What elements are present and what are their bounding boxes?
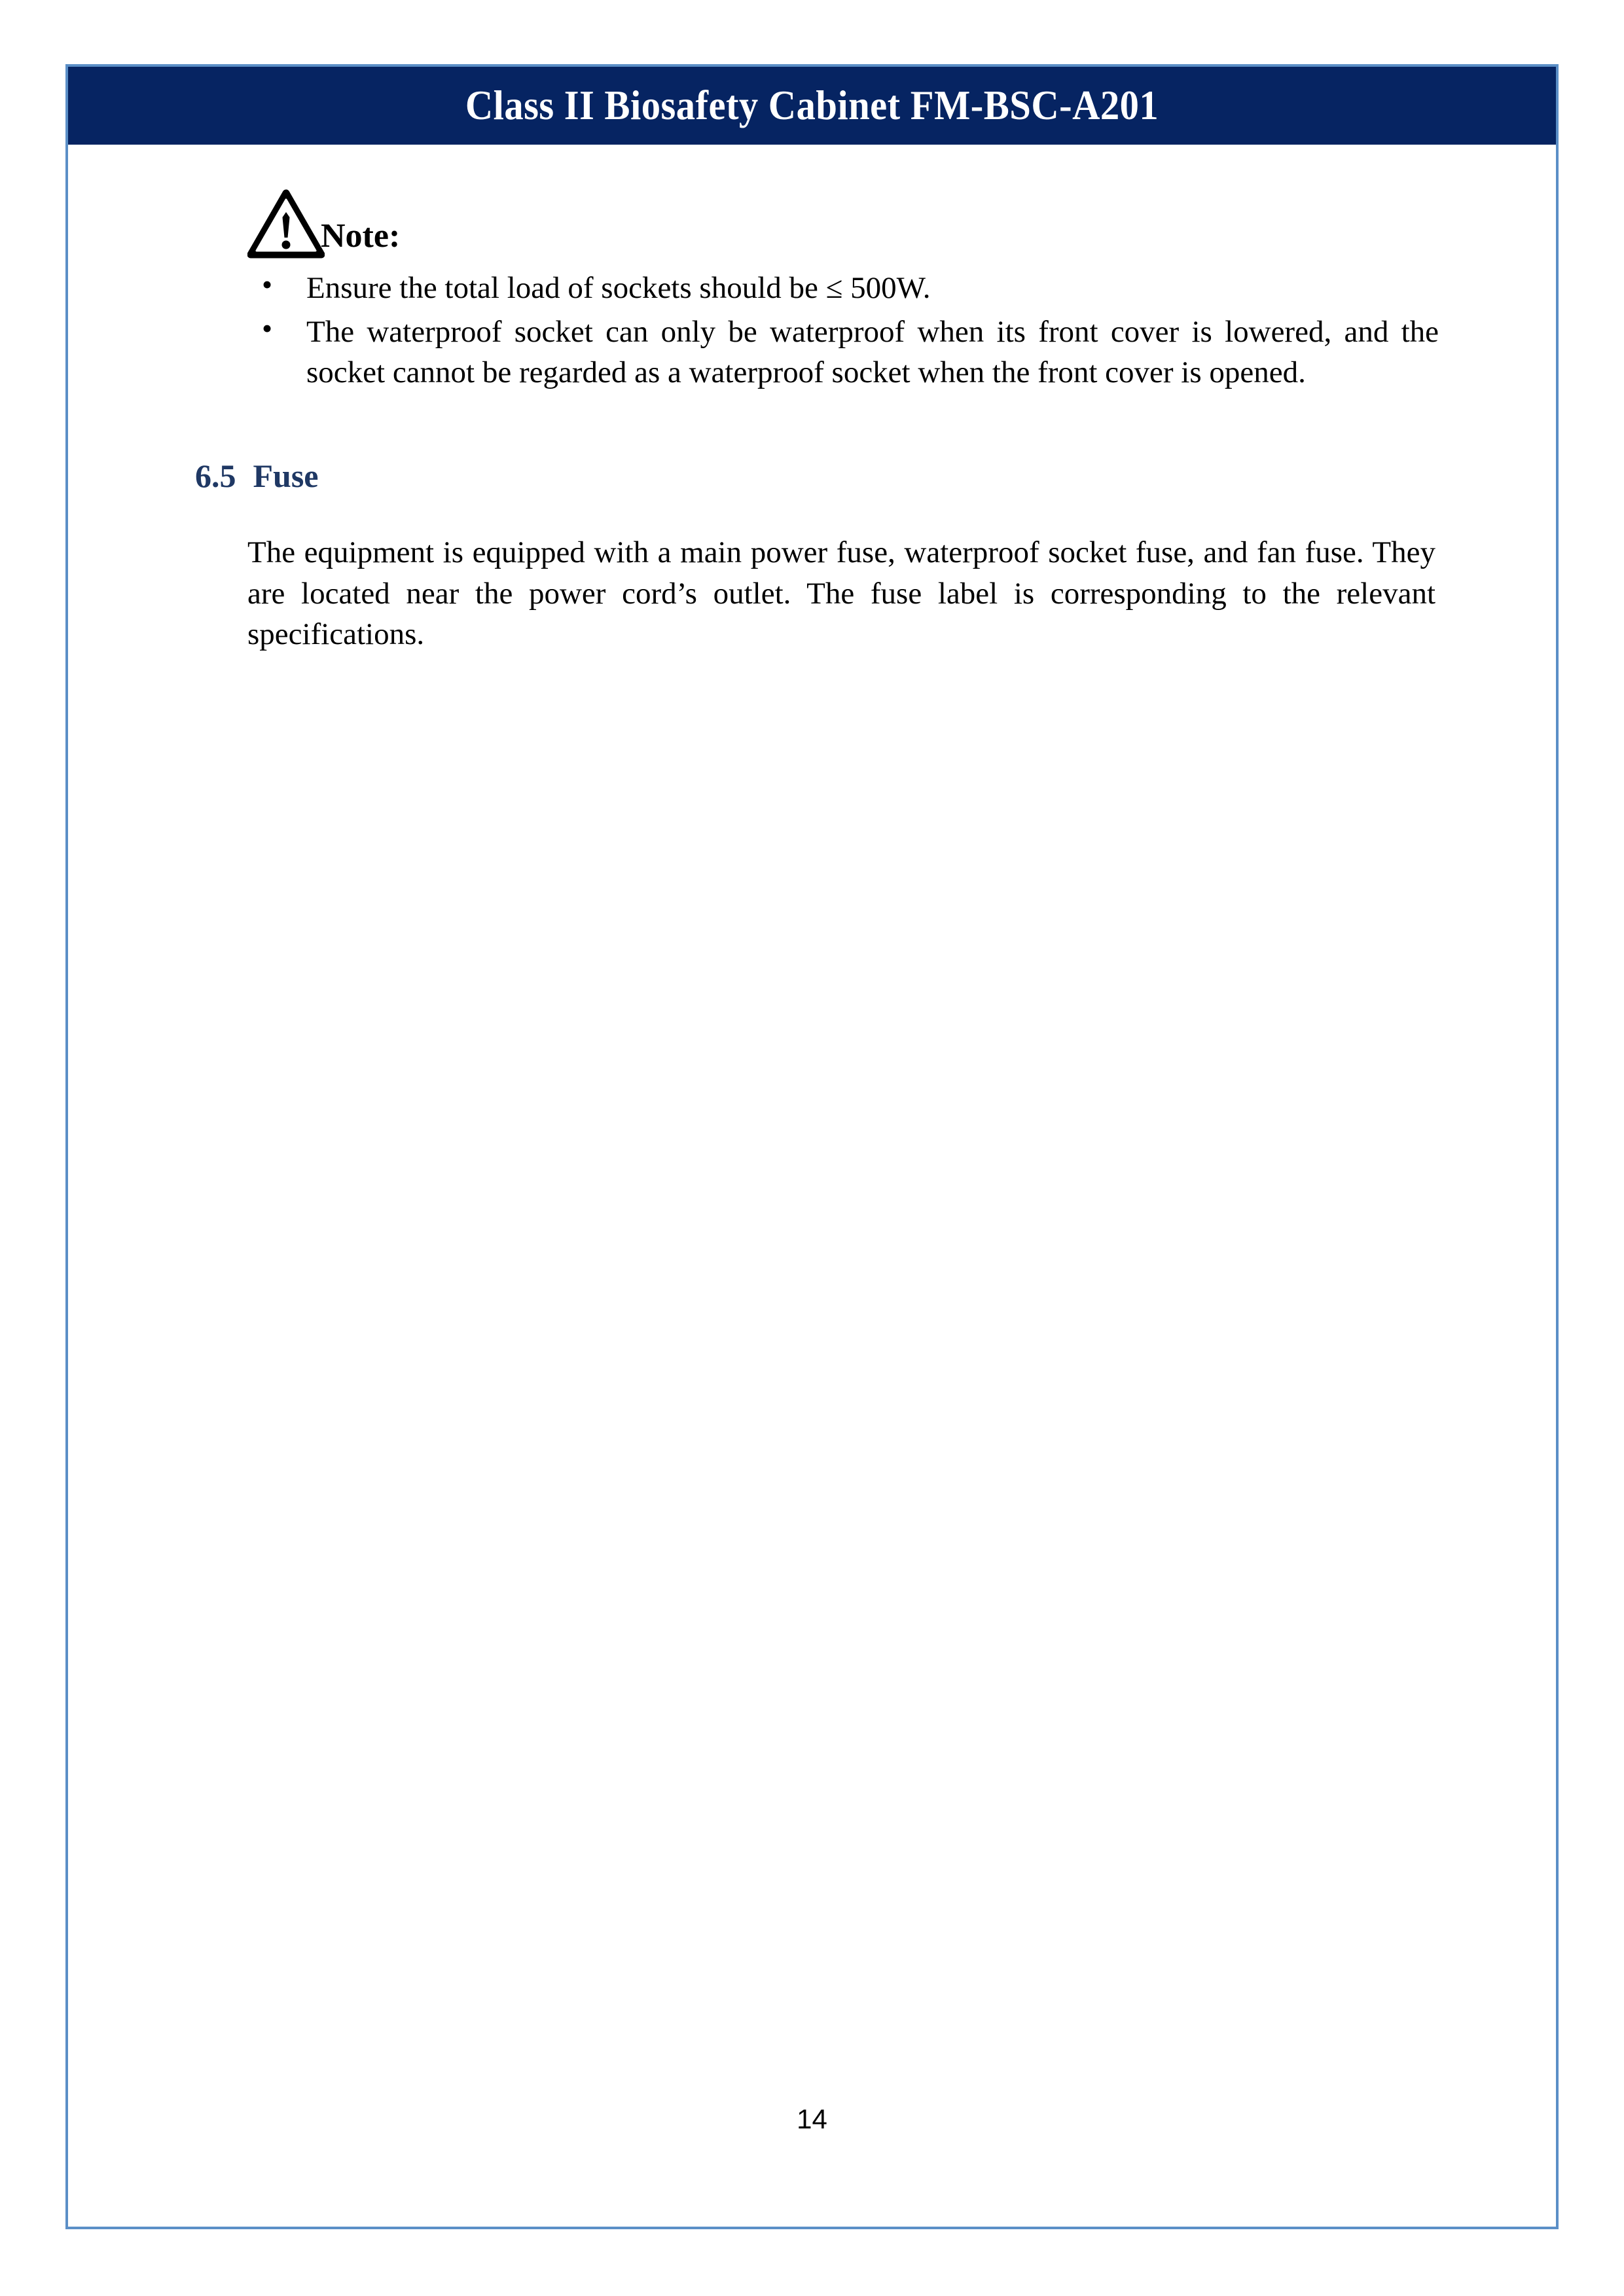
note-label: Note: — [321, 217, 401, 255]
page-number: 14 — [797, 2104, 827, 2134]
section-number: 6.5 — [195, 457, 236, 494]
list-item: • The waterproof socket can only be waterproof when its front cover is lowered, and the socket cannot be regarded as a waterproof socket when the front cover is opened. — [247, 312, 1439, 393]
section-heading — [195, 457, 319, 495]
note-heading — [247, 187, 1439, 260]
list-item: • Ensure the total load of sockets should be ≤ 500W. — [247, 268, 1439, 309]
warning-triangle-icon — [247, 189, 325, 260]
page-title: Class II Biosafety Cabinet FM-BSC-A201 — [465, 82, 1159, 128]
section-paragraph: The equipment is equipped with a main power fuse, waterproof socket fuse, and fan fuse. They are located near the power cord’s outlet. The fuse label is corresponding to the relevant specifications. — [247, 535, 1435, 651]
page-header-banner — [68, 67, 1556, 145]
section-title: Fuse — [253, 457, 319, 494]
note-bullet-list — [247, 268, 1439, 393]
note-block — [247, 187, 1439, 396]
